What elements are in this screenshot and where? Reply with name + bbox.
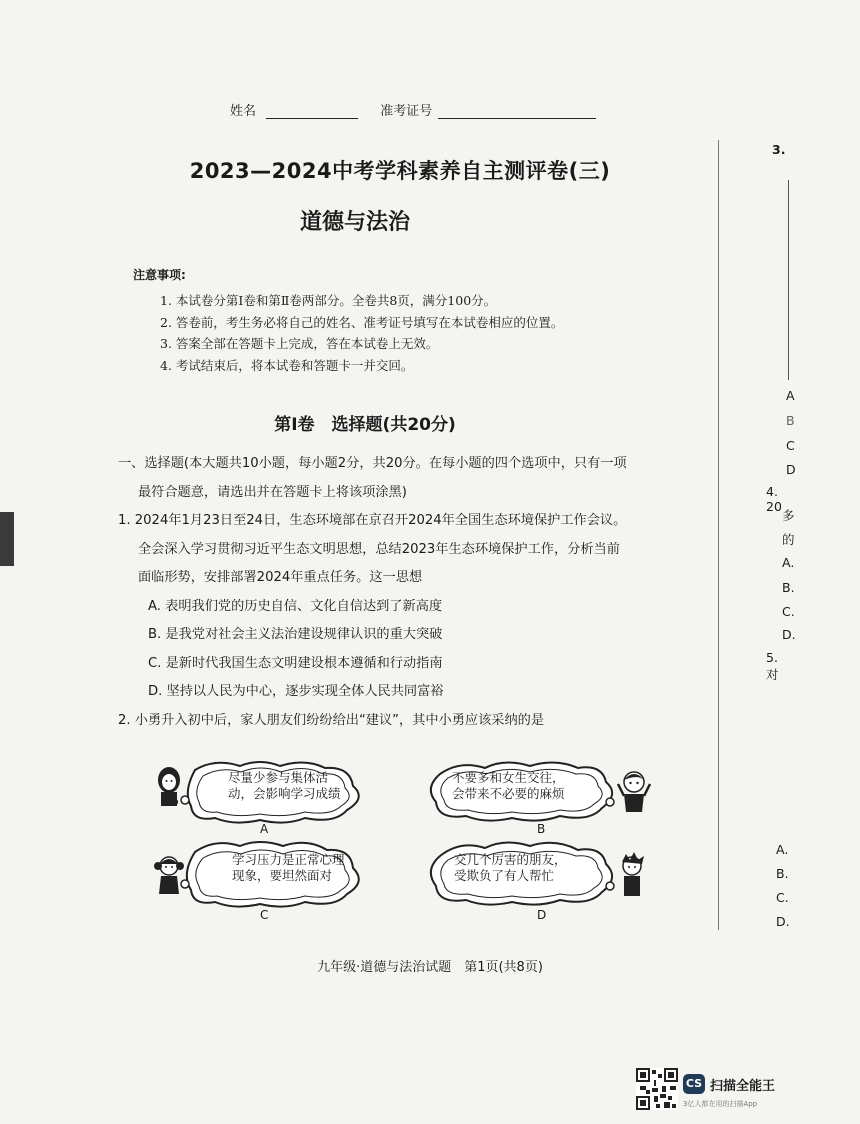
q4-option: B. — [782, 580, 795, 595]
girl-pigtails-icon — [154, 857, 184, 894]
binding-mark — [0, 512, 14, 566]
boy-spiky-icon — [622, 852, 644, 896]
q3-option: B — [786, 413, 795, 428]
q5-number: 5. 对 — [766, 650, 779, 682]
q5-option: C. — [776, 890, 789, 905]
notice-item: 1. 本试卷分第Ⅰ卷和第Ⅱ卷两部分。全卷共8页，满分100分。 — [160, 293, 497, 308]
q1-stem-line: 1. 2024年1月23日至24日，生态环境部在京召开2024年全国生态环境保护工作会议。 — [118, 513, 627, 528]
bubble-b-text: 不要多和女生交往， 会带来不必要的麻烦 — [452, 770, 565, 801]
q4-option: C. — [782, 604, 795, 619]
q3-option: D — [786, 462, 796, 477]
q4-line: 的 — [782, 532, 795, 547]
q1-option-c: C. 是新时代我国生态文明建设根本遵循和行动指南 — [148, 655, 443, 671]
bubble-a-text: 尽量少参与集体活 动，会影响学习成绩 — [228, 770, 341, 801]
notice-heading: 注意事项: — [133, 268, 186, 282]
q1-option-b: B. 是我党对社会主义法治建设规律认识的重大突破 — [148, 627, 443, 642]
q4-option: A. — [782, 555, 795, 570]
page-footer: 九年级·道德与法治试题 第1页(共8页) — [317, 960, 543, 975]
notice-item: 4. 考试结束后，将本试卷和答题卡一并交回。 — [160, 357, 414, 373]
name-blank — [266, 118, 358, 119]
caption-b: B — [537, 822, 546, 836]
header-fields — [230, 100, 596, 119]
q4-line: 多 — [782, 508, 795, 523]
q3-figure-edge — [788, 180, 789, 380]
q1-option-a: A. 表明我们党的历史自信、文化自信达到了新高度 — [148, 598, 443, 614]
exam-title: 2023—2024中考学科素养自主测评卷(三) — [189, 159, 611, 183]
q3-option: C — [786, 438, 795, 453]
q3-option: A — [786, 388, 795, 403]
ticket-label: 准考证号 — [380, 104, 433, 119]
q4-line: 4. 20 — [766, 484, 782, 514]
notice-item: 2. 答卷前，考生务必将自己的姓名、准考证号填写在本试卷相应的位置。 — [160, 314, 564, 330]
bubble-d-text: 交几个厉害的朋友， 受欺负了有人帮忙 — [454, 852, 567, 883]
q1-stem-line: 面临形势，安排部署2024年重点任务。这一思想 — [138, 570, 423, 585]
section-title: 第Ⅰ卷 选择题(共20分) — [274, 415, 456, 435]
exam-subject: 道德与法治 — [299, 210, 410, 235]
q3-number: 3. — [772, 142, 786, 157]
notice-item: 3. 答案全部在答题卡上完成，答在本试卷上无效。 — [160, 336, 439, 351]
part1-line: 最符合题意，请选出并在答题卡上将该项涂黑) — [138, 484, 407, 500]
q5-option: B. — [776, 866, 789, 881]
q5-option: A. — [776, 842, 789, 857]
part1-instructions — [118, 450, 718, 507]
scanner-name: 扫描全能王 — [710, 1079, 776, 1094]
bubble-c-text: 学习压力是正常心理 现象，要坦然面对 — [232, 852, 345, 883]
question-1 — [118, 507, 718, 735]
qr-code-icon — [636, 1068, 678, 1110]
q4-option: D. — [782, 627, 796, 642]
ticket-blank — [438, 118, 596, 119]
q5-option: D. — [776, 914, 790, 929]
girl-icon — [158, 767, 180, 806]
scanner-tagline: 3亿人都在用的扫描App — [683, 1100, 758, 1108]
q1-option-d: D. 坚持以人民为中心，逐步实现全体人民共同富裕 — [148, 684, 444, 699]
name-label: 姓名 — [230, 104, 257, 119]
column-divider — [718, 140, 719, 930]
part1-line: 一、选择题(本大题共10小题，每小题2分，共20分。在每小题的四个选项中，只有一项 — [118, 456, 627, 471]
boy-icon — [618, 772, 650, 812]
q2-stem: 2. 小勇升入初中后，家人朋友们纷纷给出“建议”，其中小勇应该采纳的是 — [118, 712, 545, 728]
caption-a: A — [260, 822, 269, 836]
q1-stem-line: 全会深入学习贯彻习近平生态文明思想，总结2023年生态环境保护工作，分析当前 — [138, 541, 620, 557]
scanner-watermark — [636, 1068, 776, 1114]
caption-c: C — [260, 908, 269, 922]
notice-list — [160, 290, 563, 376]
cs-logo-icon: CS — [683, 1074, 705, 1094]
caption-d: D — [537, 908, 547, 922]
